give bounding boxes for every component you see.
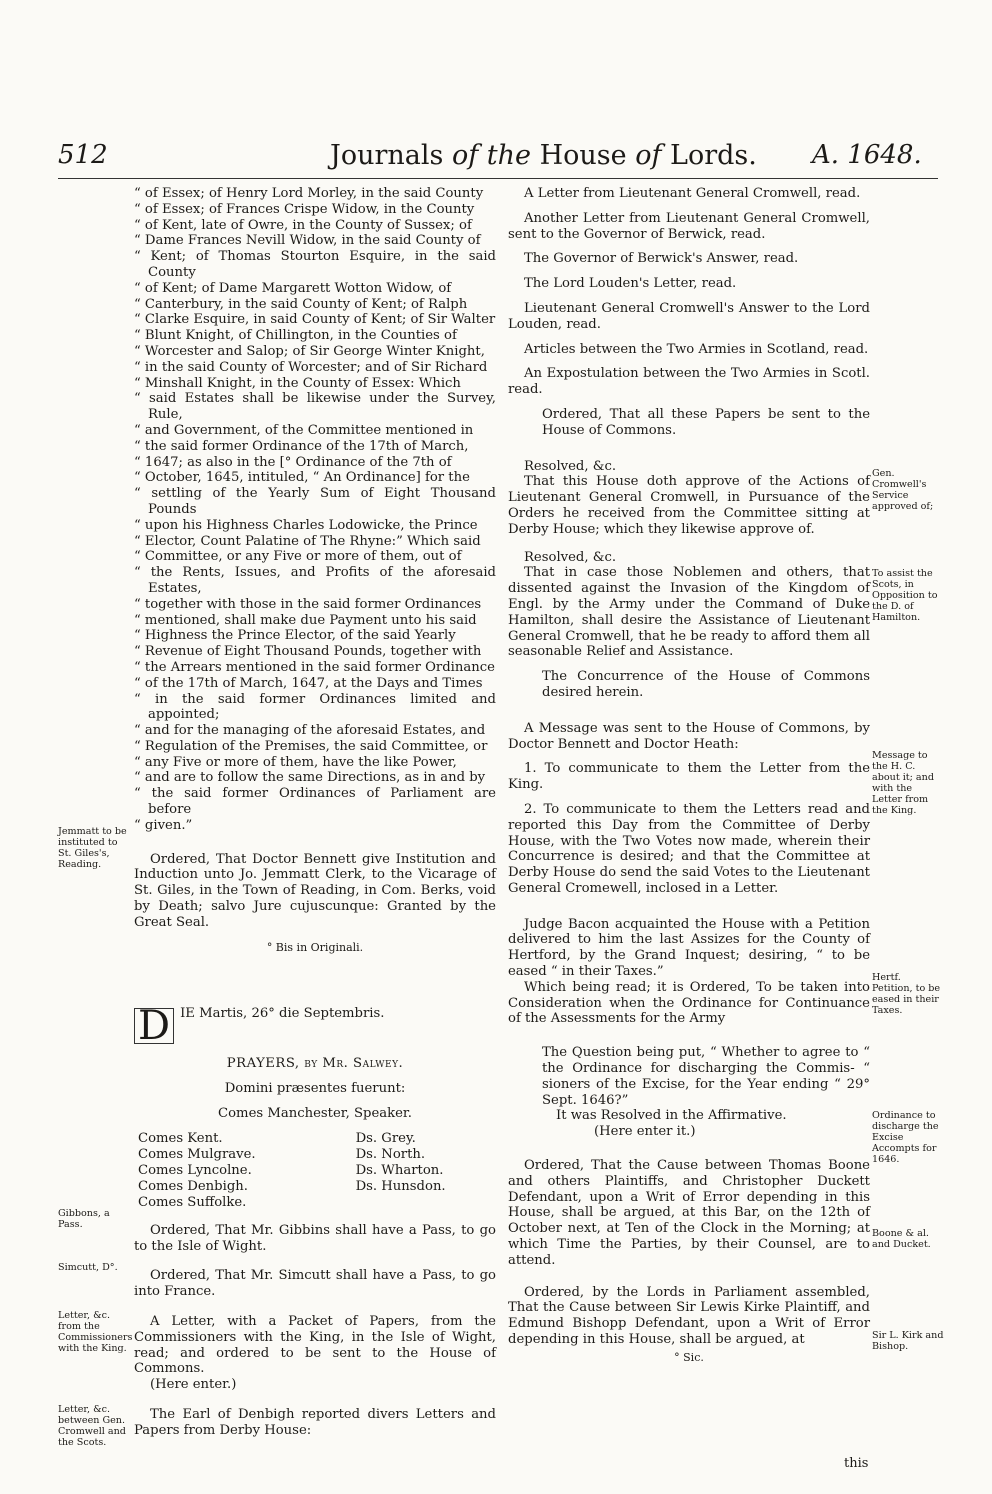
entry-17: The Question being put, “ Whether to agree to “ the Ordinance for discharging the Commis- “ sioners of the Excise, for the Year ending “ 29° Sept. 1646?” xyxy=(542,1045,870,1108)
entry-20: Ordered, That the Cause between Thomas Boone and others Plaintiffs, and Christopher Duckett Defendant, upon a Writ of Error depending in this House, shall be argued, at this Bar, on the 12th of October next, at Ten of the Clock in the Morning; at which Time the Parties, by their Counsel, are to attend. xyxy=(508,1158,870,1268)
left-column xyxy=(134,186,496,1448)
domini-line: Domini præsentes fuerunt: xyxy=(224,1081,406,1097)
entry-3: The Governor of Berwick's Answer, read. xyxy=(524,251,799,267)
here-enter: (Here enter.) xyxy=(150,1377,237,1393)
running-title xyxy=(330,140,757,171)
entry-16: Which being read; it is Ordered, To be taken into Consideration when the Ordinance for Continuance of the Assessments for the Army xyxy=(508,979,870,1027)
entry-14: 2. To communicate to them the Letters read and reported this Day from the Committee of Derby House, with the Two Votes now made, wherein their Concurrence is desired; and that the Committee at Derby House do send the said Votes to the Lieutenant General Cromewell, inclosed in a Letter. xyxy=(508,801,870,896)
prayers-line: PRAYERS, by Mr. Salwey. xyxy=(226,1056,404,1072)
quote-line: “ settling of the Yearly Sum of Eight Thousand Pounds xyxy=(134,486,496,517)
header-rule xyxy=(58,178,938,179)
entry-10: That in case those Noblemen and others, that dissented against the Invasion of the Kingdom of Engl. by the Army under the Command of Duke Hamilton, shall desire the Assistance of Lieutenant General Cromwell, that he be ready to afford them all seasonable Relief and Assistance. xyxy=(508,565,870,660)
quote-line: “ Clarke Esquire, in said County of Kent; of Sir Walter xyxy=(134,312,496,328)
day-heading-text: IE Martis, 26° die Septembris. xyxy=(180,1006,385,1022)
title-part: of the xyxy=(451,140,540,171)
quote-line: “ of Kent, late of Owre, in the County of Sussex; of xyxy=(134,217,472,233)
quote-line: “ any Five or more of them, have the like Power, xyxy=(134,754,457,770)
quote-line: “ Canterbury, in the said County of Kent; of Ralph xyxy=(134,296,468,312)
letter-packet: A Letter, with a Packet of Papers, from the Commissioners with the King, in the Isle of Wight, read; and ordered to be sent to the House of Commons. xyxy=(134,1314,496,1377)
margin-note-message: Message to the H. C. about it; and with the Letter from the King. xyxy=(872,750,934,816)
quote-line: “ together with those in the said former Ordinances xyxy=(134,596,482,612)
margin-note-cromwell: Gen. Cromwell's Service approved of; xyxy=(872,468,934,512)
entry-1: A Letter from Lieutenant General Cromwell, read. xyxy=(524,186,861,201)
quote-line: “ of Kent; of Dame Margarett Wotton Widow, of xyxy=(134,280,452,296)
margin-note-ordinance: Ordinance to discharge the Excise Accompts for 1646. xyxy=(872,1110,939,1165)
quote-line: “ of Essex; of Henry Lord Morley, in the said County xyxy=(134,186,484,201)
quote-line: “ said Estates shall be likewise under the Survey, Rule, xyxy=(134,391,496,423)
title-part: House xyxy=(539,140,636,171)
lord-name: Ds. Grey. xyxy=(355,1130,416,1146)
resolved-1: Resolved, &c. xyxy=(524,458,617,474)
denbigh-report: The Earl of Denbigh reported divers Letters and Papers from Derby House: xyxy=(134,1407,496,1438)
quote-line: “ Minshall Knight, in the County of Essex: Which xyxy=(134,375,461,391)
quote-line: “ and Government, of the Committee mentioned in xyxy=(134,422,474,438)
quote-line: “ Blunt Knight, of Chillington, in the Counties of xyxy=(134,328,457,344)
quote-line: “ Revenue of Eight Thousand Pounds, together with xyxy=(134,644,482,660)
quote-line: “ the Rents, Issues, and Profits of the aforesaid Estates, xyxy=(134,565,496,596)
quote-line: “ the Arrears mentioned in the said former Ordinance xyxy=(134,659,495,675)
entry-15: Judge Bacon acquainted the House with a Petition delivered to him the last Assizes for the County of Hertford, by the Grand Inquest; desiring, “ to be eased “ in their Taxes.” xyxy=(508,916,870,980)
lord-name: Ds. North. xyxy=(355,1146,426,1162)
gibbins-order: Ordered, That Mr. Gibbins shall have a Pass, to go to the Isle of Wight. xyxy=(134,1222,496,1254)
lord-name: Ds. Hunsdon. xyxy=(355,1178,446,1194)
page-number: 512 xyxy=(58,140,108,170)
catchword: this xyxy=(844,1456,869,1471)
lord-name: Comes Mulgrave. xyxy=(138,1146,256,1162)
right-column xyxy=(508,186,870,1375)
quote-line: “ Committee, or any Five or more of them, out of xyxy=(134,549,462,565)
entry-18: It was Resolved in the Affirmative. xyxy=(556,1108,787,1124)
quote-line: “ the said former Ordinance of the 17th of March, xyxy=(134,438,469,454)
lord-name: Comes Denbigh. xyxy=(138,1178,248,1194)
quote-line: “ in the said former Ordinances limited and appointed; xyxy=(134,691,496,723)
quote-line: “ the said former Ordinances of Parliament are before xyxy=(134,786,496,818)
quote-line: “ of Essex; of Frances Crispe Widow, in the County xyxy=(134,201,475,217)
quote-line: “ Dame Frances Nevill Widow, in the said County of xyxy=(134,233,481,249)
margin-note-assist: To assist the Scots, in Opposition to the D. of Hamilton. xyxy=(872,568,938,623)
entry-8: Ordered, That all these Papers be sent to the House of Commons. xyxy=(542,406,870,438)
entry-5: Lieutenant General Cromwell's Answer to the Lord Louden, read. xyxy=(508,300,870,332)
margin-note-letter-king: Letter, &c. from the Commissioners with the King. xyxy=(58,1310,133,1354)
margin-note-jemmatt: Jemmatt to be instituted to St. Giles's, Reading. xyxy=(58,826,127,870)
entry-21: Ordered, by the Lords in Parliament assembled, That the Cause between Sir Lewis Kirke Plaintiff, and Edmund Bishopp Defendant, upon a Writ of Error depending in this House, shall be argued, at xyxy=(508,1284,870,1348)
footnote-bis: ° Bis in Originali. xyxy=(266,940,364,954)
title-part: Journals xyxy=(330,140,452,171)
footnote-sic: ° Sic. xyxy=(674,1350,704,1364)
year-label: A. 1648. xyxy=(812,140,922,170)
quote-line: “ and are to follow the same Directions, as in and by xyxy=(134,770,486,786)
margin-note-hertf: Hertf. Petition, to be eased in their Taxes. xyxy=(872,972,941,1016)
lords-present xyxy=(138,1131,496,1211)
quote-line: “ upon his Highness Charles Lodowicke, the Prince xyxy=(134,517,478,533)
resolved-2: Resolved, &c. xyxy=(524,549,617,565)
entry-6: Articles between the Two Armies in Scotland, read. xyxy=(524,341,869,357)
jemmatt-order: Ordered, That Doctor Bennett give Institution and Induction unto Jo. Jemmatt Clerk, to the Vicarage of St. Giles, in the Town of Reading, in Com. Berks, void by Death; salvo Jure cujuscunque: Granted by the Great Seal. xyxy=(134,851,496,930)
lords-list-earls xyxy=(138,1131,256,1211)
title-part: Lords. xyxy=(670,140,757,171)
quote-line: “ Elector, Count Palatine of The Rhyne:” Which said xyxy=(134,533,481,549)
lord-name: Comes Kent. xyxy=(138,1130,223,1146)
lord-name: Comes Lyncolne. xyxy=(138,1162,252,1178)
entry-19: (Here enter it.) xyxy=(594,1124,696,1140)
title-part: of xyxy=(635,140,671,171)
quote-line: “ Regulation of the Premises, the said Committee, or xyxy=(134,738,488,754)
margin-note-boone: Boone & al. and Ducket. xyxy=(872,1228,931,1250)
entry-11: The Concurrence of the House of Commons desired herein. xyxy=(542,669,870,700)
lords-list-barons xyxy=(356,1131,446,1211)
quote-line: “ given.” xyxy=(134,817,193,833)
margin-note-letter-gen: Letter, &c. between Gen. Cromwell and the Scots. xyxy=(58,1404,126,1448)
drop-cap: D xyxy=(134,1008,174,1044)
margin-note-gibbons: Gibbons, a Pass. xyxy=(58,1208,110,1230)
quote-line: “ mentioned, shall make due Payment unto his said xyxy=(134,612,477,628)
simcutt-order: Ordered, That Mr. Simcutt shall have a Pass, to go into France. xyxy=(134,1268,496,1300)
quote-line: “ Worcester and Salop; of Sir George Winter Knight, xyxy=(134,343,485,359)
entry-13: 1. To communicate to them the Letter from the King. xyxy=(508,761,870,793)
entry-12: A Message was sent to the House of Commons, by Doctor Bennett and Doctor Heath: xyxy=(508,720,870,752)
margin-note-kirk: Sir L. Kirk and Bishop. xyxy=(872,1330,944,1352)
quote-line: “ 1647; as also in the [° Ordinance of the 7th of xyxy=(134,454,452,470)
quote-line: “ October, 1645, intituled, “ An Ordinance] for the xyxy=(134,470,470,486)
quote-line: “ of the 17th of March, 1647, at the Days and Times xyxy=(134,675,483,691)
entry-7: An Expostulation between the Two Armies in Scotl. read. xyxy=(508,366,870,398)
entry-2: Another Letter from Lieutenant General Cromwell, sent to the Governor of Berwick, read. xyxy=(508,210,870,242)
lord-name: Ds. Wharton. xyxy=(355,1162,444,1178)
quote-line: “ in the said County of Worcester; and of Sir Richard xyxy=(134,359,488,375)
quote-line: “ and for the managing of the aforesaid Estates, and xyxy=(134,723,486,739)
quote-line: “ Kent; of Thomas Stourton Esquire, in the said County xyxy=(134,249,496,280)
quote-line: “ Highness the Prince Elector, of the said Yearly xyxy=(134,628,456,644)
day-heading xyxy=(134,1003,496,1050)
lord-name: Comes Suffolke. xyxy=(138,1194,247,1210)
ordinance-quote xyxy=(134,186,496,834)
speaker-line: Comes Manchester, Speaker. xyxy=(218,1106,412,1122)
entry-9: That this House doth approve of the Actions of Lieutenant General Cromwell, in Pursuance of the Orders he received from the Committee sitting at Derby House; which they likewise approve of. xyxy=(508,474,870,537)
entry-4: The Lord Louden's Letter, read. xyxy=(524,276,737,292)
margin-note-simcutt: Simcutt, D°. xyxy=(58,1262,118,1273)
